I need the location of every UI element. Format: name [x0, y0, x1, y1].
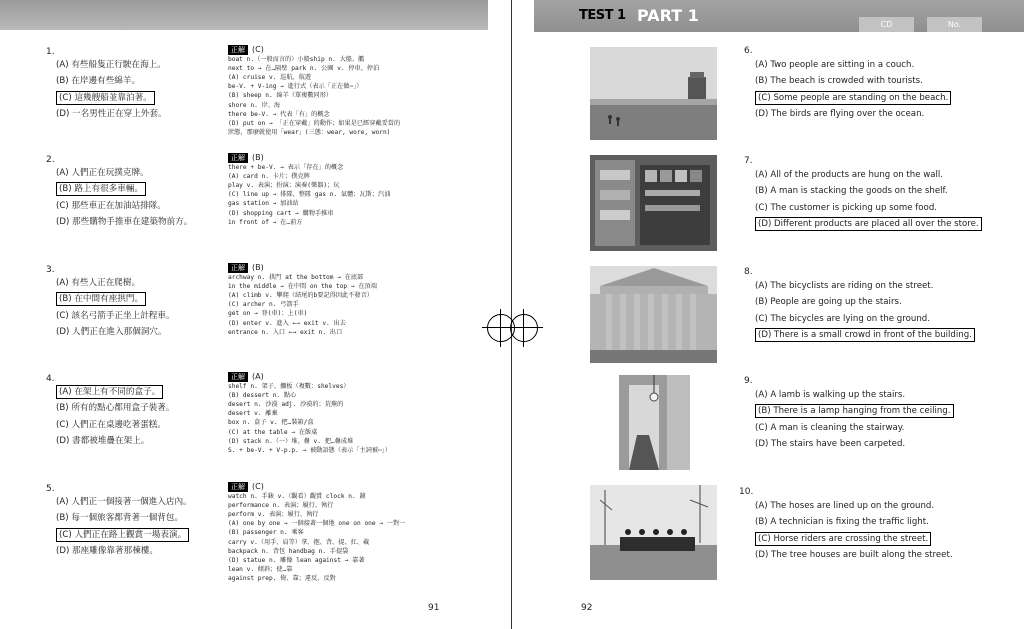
- question-options: [56, 57, 167, 122]
- vocab-note: (B) sheep n. 綿羊（單複數同形）: [228, 92, 333, 100]
- vocab-note: carry v.（用手、肩等）拿、抱、背、提、扛、載: [228, 538, 370, 546]
- vocab-note: (A) cruise v. 巡航、航遊: [228, 74, 312, 82]
- correct-option: (B) There is a lamp hanging from the ceiling.: [755, 404, 954, 418]
- question-options: [755, 498, 953, 563]
- vocab-note: (D) shopping cart → 購物手推車: [228, 209, 334, 217]
- vocab-note: (B) passenger n. 乘客: [228, 529, 304, 537]
- answer-option: (B) A man is stacking the goods on the shelf.: [755, 186, 948, 197]
- correct-option: (B) 路上有很多車輛。: [56, 182, 146, 196]
- answer-option: (C) The bicycles are lying on the ground.: [755, 313, 930, 324]
- answer-badge: 正解: [228, 45, 248, 55]
- answer-option: (A) The bicyclists are riding on the street.: [755, 281, 934, 291]
- correct-answer-letter: (C): [252, 482, 264, 491]
- answer-explanation: [228, 482, 458, 583]
- cd-label: CD: [859, 17, 914, 32]
- answer-option: (A) A lamb is walking up the stairs.: [755, 390, 906, 400]
- question-number: 4.: [46, 374, 55, 384]
- correct-option: (D) There is a small crowd in front of the building.: [755, 328, 975, 342]
- correct-option: (B) 在中間有座拱門。: [56, 292, 146, 306]
- answer-option: (A) 人們正一個接著一個進入店內。: [56, 497, 192, 507]
- gutter-line: [511, 0, 512, 629]
- vocab-note: (D) put on → 「正在穿戴」的動作；如果是已經穿戴妥當的: [228, 119, 401, 127]
- correct-option: (D) Different products are placed all over the store.: [755, 217, 982, 231]
- answer-option: (C) 那些車正在加油站排隊。: [56, 200, 166, 211]
- vocab-note: play v. 表演；扮演；演奏(樂器)；玩: [228, 182, 340, 190]
- answer-option: (A) Two people are sitting in a couch.: [755, 60, 915, 70]
- answer-option: (C) 人們正在桌邊吃著蛋糕。: [56, 419, 166, 430]
- question-number: 8.: [744, 267, 753, 277]
- vocab-note: archway n. 拱門 at the bottom → 在底部: [228, 274, 364, 282]
- vocab-note: shore n. 岸、海: [228, 101, 281, 109]
- question-options: [755, 57, 951, 122]
- answer-explanation: [228, 153, 458, 227]
- answer-option: (C) 該名弓箭手正坐上計程車。: [56, 310, 175, 321]
- vocab-note: (D) stack n.（一）堆、疊 v. 把…疊成堆: [228, 437, 354, 445]
- right-page: [519, 0, 1024, 629]
- answer-option: (C) A man is cleaning the stairway.: [755, 422, 905, 433]
- question-options: [755, 167, 982, 232]
- answer-option: (D) 那些購物手推車在建築物前方。: [56, 216, 193, 227]
- vocab-note: (B) dessert n. 點心: [228, 392, 297, 400]
- left-page: [0, 0, 505, 629]
- beach-photo: [590, 47, 717, 140]
- answer-option: (A) 有些船隻正行駛在海上。: [56, 60, 166, 70]
- answer-option: (B) The beach is crowded with tourists.: [755, 76, 923, 87]
- vocab-note: get on → 登(車)；上(車): [228, 310, 308, 318]
- answer-option: (D) The stairs have been carpeted.: [755, 438, 906, 449]
- correct-answer-letter: (B): [252, 263, 264, 272]
- correct-option: (C) 人們正在路上觀賞一場表演。: [56, 528, 189, 542]
- vocab-note: there be-V. → 代表「有」的概念: [228, 110, 330, 118]
- answer-explanation: [228, 45, 458, 137]
- stairway-photo: [619, 375, 690, 470]
- vocab-note: entrance n. 入口 ←→ exit n. 出口: [228, 328, 343, 336]
- answer-option: (A) 人們正在玩撲克牌。: [56, 168, 149, 178]
- answer-explanation: [228, 372, 458, 455]
- question-options: [755, 387, 954, 452]
- answer-option: (A) The hoses are lined up on the ground.: [755, 501, 935, 511]
- correct-option: (A) 在架上有不同的盒子。: [56, 385, 163, 399]
- answer-badge: 正解: [228, 372, 248, 382]
- question-number: 5.: [46, 484, 55, 494]
- vocab-note: lean v. 傾斜；使…靠: [228, 565, 293, 573]
- correct-option: (C) Some people are standing on the beach.: [755, 91, 951, 105]
- answer-option: (A) 有些人正在爬樹。: [56, 278, 141, 288]
- vocab-note: backpack n. 背包 handbag n. 手提袋: [228, 547, 349, 555]
- vocab-note: S. + be-V. + V-p.p. → 被動語態（表示「主詞被⋯」）: [228, 446, 392, 454]
- track-number-label: No.: [927, 17, 982, 32]
- question-number: 9.: [744, 376, 753, 386]
- question-number: 2.: [46, 155, 55, 165]
- page-number: 92: [581, 603, 593, 613]
- right-header-bar: [534, 0, 1024, 32]
- answer-option: (D) 人們正在進入那個洞穴。: [56, 326, 167, 337]
- correct-answer-letter: (C): [252, 45, 264, 54]
- answer-option: (B) People are going up the stairs.: [755, 297, 902, 308]
- answer-option: (B) 所有的點心都用盒子裝著。: [56, 403, 175, 414]
- question-number: 7.: [744, 156, 753, 166]
- vocab-note: desert n. 沙漠 adj. 沙漠的；荒蕪的: [228, 401, 344, 409]
- answer-option: (B) 在岸邊有些綿羊。: [56, 76, 141, 87]
- vocab-note: shelf n. 架子、擱板（複數：shelves）: [228, 383, 350, 391]
- vocab-note: boat n.（一般而言的）小船ship n. 大船、艦: [228, 56, 365, 64]
- page-number: 91: [428, 603, 440, 613]
- vocab-note: there + be-V. → 表示「存在」的概念: [228, 164, 344, 172]
- vocab-note: (D) statue n. 雕像 lean against → 靠著: [228, 556, 365, 564]
- vocab-note: in front of → 在…前方: [228, 218, 303, 226]
- vocab-note: (D) enter v. 進入 ←→ exit v. 出去: [228, 319, 346, 327]
- vocab-note: desert v. 離棄: [228, 410, 278, 418]
- answer-option: (D) 一名男性正在穿上外套。: [56, 108, 167, 119]
- answer-badge: 正解: [228, 482, 248, 492]
- vocab-note: gas station → 加油站: [228, 200, 299, 208]
- vocab-note: box n. 盒子 v. 把…裝箱/盒: [228, 419, 314, 427]
- answer-option: (D) The birds are flying over the ocean.: [755, 108, 925, 119]
- part-title: PART 1: [637, 6, 699, 25]
- answer-option: (A) All of the products are hung on the wall.: [755, 170, 944, 180]
- correct-option: (C) Horse riders are crossing the street.: [755, 532, 931, 546]
- answer-option: (C) The customer is picking up some food.: [755, 202, 938, 213]
- answer-explanation: [228, 263, 458, 337]
- vocab-note: (C) archer n. 弓箭手: [228, 301, 299, 309]
- vocab-note: watch n. 手錶 v.（觀看）觀賞 clock n. 鐘: [228, 493, 366, 501]
- question-number: 1.: [46, 47, 55, 57]
- vocab-note: (A) one by one → 一個接著一個地 one on one → 一對一: [228, 520, 406, 528]
- question-options: [56, 165, 192, 230]
- vocab-note: performance n. 表演；履行、執行: [228, 502, 334, 510]
- vocab-note: next to → 在…隔壁 park n. 公園 v. 停車、停泊: [228, 65, 380, 73]
- vocab-note: (C) line up → 排隊、整隊 gas n. 氣體；瓦斯；汽油: [228, 191, 391, 199]
- question-number: 6.: [744, 46, 753, 56]
- vocab-note: 狀態，那麼就使用「wear」(三態：wear, wore, worn): [228, 128, 391, 136]
- vocab-note: in the middle → 在中間 on the top → 在頂端: [228, 283, 377, 291]
- vocab-note: against prep. 倚、靠；違反、反對: [228, 574, 336, 582]
- question-number: 3.: [46, 265, 55, 275]
- test-title: TEST 1: [579, 8, 626, 23]
- registration-mark-right: [510, 314, 538, 342]
- horse-riders-photo: [590, 485, 717, 580]
- answer-option: (D) 那座雕像靠著那棟樓。: [56, 545, 158, 556]
- answer-badge: 正解: [228, 153, 248, 163]
- question-options: [56, 384, 174, 449]
- vocab-note: (A) climb v. 攀爬（結尾的b要記得因此不發音）: [228, 292, 373, 300]
- shop-photo: [590, 155, 717, 251]
- correct-answer-letter: (B): [252, 153, 264, 162]
- question-options: [755, 278, 975, 343]
- question-options: [56, 275, 175, 340]
- correct-answer-letter: (A): [252, 372, 264, 381]
- answer-option: (D) 書都被堆疊在架上。: [56, 435, 150, 446]
- vocab-note: be-V. + V-ing → 進行式（表示「正在做⋯」）: [228, 83, 363, 91]
- vocab-note: (C) at the table → 在飯桌: [228, 428, 318, 436]
- answer-option: (D) The tree houses are built along the street.: [755, 549, 953, 560]
- vocab-note: perform v. 表演；履行、執行: [228, 511, 319, 519]
- left-header-bar: [0, 0, 488, 30]
- vocab-note: (A) card n. 卡片；撲克牌: [228, 173, 310, 181]
- correct-option: (C) 這幾艘船並靠泊著。: [56, 91, 155, 105]
- question-number: 10.: [739, 487, 754, 497]
- answer-option: (B) 每一個旅客都背著一個背包。: [56, 513, 184, 524]
- building-photo: [590, 266, 717, 363]
- answer-badge: 正解: [228, 263, 248, 273]
- question-options: [56, 494, 192, 559]
- answer-option: (B) A technician is fixing the traffic light.: [755, 517, 929, 528]
